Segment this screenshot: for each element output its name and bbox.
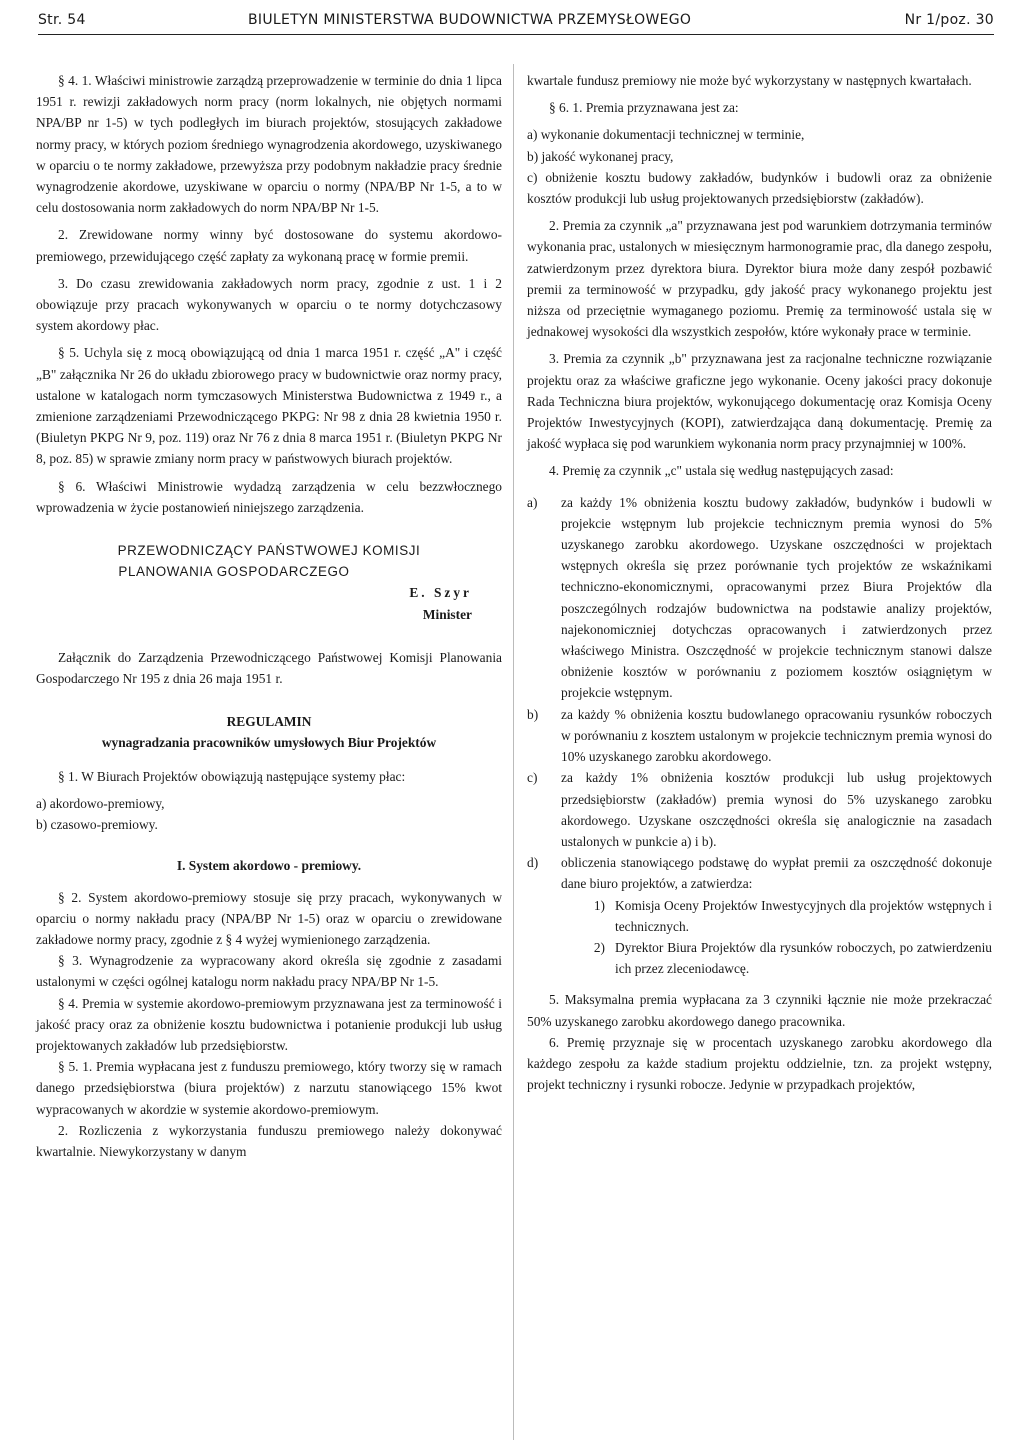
bulletin-title: BIULETYN MINISTERSTWA BUDOWNICTWA PRZEMYSŁOWEGO: [248, 12, 692, 28]
list-item: d) obliczenia stanowiącego podstawę do wypłat premii za oszczędność dokonuje dane biuro projektów, a zatwierdza:: [527, 855, 992, 892]
signatory-role: Minister: [422, 606, 472, 622]
list-item: b) za każdy % obniżenia kosztu budowlanego opracowaniu rysunków roboczych w porównaniu z kosztem ustalonym w projekcie technicznym premia wynosi do 10% uzyskanego zarobku akordowego.: [527, 706, 992, 765]
signatory-name: E. Szyr: [409, 585, 472, 601]
paragraph: § 5. 1. Premia wypłacana jest z funduszu premiowego, który tworzy się w ramach danego przedsiębiorstwa (biura projektów) z narzutu stanowiącego 15% kwot wypracowanych w akordzie w systemie akordowo-premiowym.: [36, 1059, 502, 1117]
signature-line: PLANOWANIA GOSPODARCZEGO: [118, 564, 350, 580]
paragraph: 6. Premię przyznaje się w procentach uzyskanego zarobku akordowego dla każdego zespołu za każde stadium projektu oddzielnie, tzn. za projekt wstępny, projekt techniczny i rysunki robocze. Jedynie w przypadkach projektów,: [527, 1034, 992, 1093]
paragraph: 2. Premia za czynnik „a" przyznawana jest pod warunkiem dotrzymania terminów wykonania prac, ustalonych w miesięcznym harmonogramie prac, dla danego zespołu, zatwierdzonym przez dyrektora biura. Dyrektor biura może dany zespół pozbawić premii za terminowość w przypadku, gdy jakość pracy wykonanego projektu jest niższa od przeciętnie wymaganego poziomu. Premię za terminowość ustala się w jednakowej wysokości dla wszystkich zespołów, które wykonały prace w terminie.: [527, 218, 992, 340]
paragraph: § 2. System akordowo-premiowy stosuje się przy pracach, wykonywanych w oparciu o normy nakładu pracy (NPA/BP Nr 1-5) oraz w oparciu o zrewidowane zakładowe normy pracy, zgodnie z § 4 wyżej wymienionego zarządzenia.: [36, 889, 502, 947]
paragraph: § 5. Uchyla się z mocą obowiązującą od dnia 1 marca 1951 r. część „A" i część „B" załącznika Nr 26 do układu zbiorowego pracy w budownictwie oraz normy pracy, ustalone w katalogach norm tymczasowych Ministerstwa Budownictwa z 1949 r., a zmienione zarządzeniami Przewodniczącego PKPG: Nr 98 z dnia 28 kwietnia 1950 r. (Biuletyn PKPG Nr 9, poz. 119) oraz Nr 76 z dnia 8 marca 1951 r. (Biuletyn PKPG Nr 8, poz. 85) w sprawie zmiany norm pracy w państwowych biurach projektów.: [36, 345, 502, 467]
regulation-subtitle: wynagradzania pracowników umysłowych Biur Projektów: [101, 735, 437, 751]
list-item: c) za każdy 1% obniżenia kosztów produkcji lub usług projektowych przedsiębiorstw (zakładów) premia wynosi do 5% uzyskanego zarobku akordowego. Uzyskane oszczędności określa się analogicznie na zasadach ustalonych w punkcie a) i b).: [527, 770, 992, 849]
annex-note: Załącznik do Zarządzenia Przewodniczącego Państwowej Komisji Planowania Gospodarczego Nr 195 z dnia 26 maja 1951 r.: [36, 649, 502, 687]
paragraph: § 6. 1. Premia przyznawana jest za:: [549, 100, 739, 116]
page-number: Str. 54: [38, 12, 86, 28]
paragraph: 2. Rozliczenia z wykorzystania funduszu premiowego należy dokonywać kwartalnie. Niewykorzystany w danym: [36, 1122, 502, 1159]
sub-list-item: 2) Dyrektor Biura Projektów dla rysunków roboczych, po zatwierdzeniu ich przez zleceniodawcę.: [593, 939, 992, 977]
signature-line: PRZEWODNICZĄCY PAŃSTWOWEJ KOMISJI: [117, 543, 421, 559]
paragraph: 3. Do czasu zrewidowania zakładowych norm pracy, zgodnie z ust. 1 i 2 obowiązuje przy pracach wykonywanych w oparciu o te normy dotychczasowy system akordowy płac.: [36, 275, 502, 334]
list-item: b) czasowo-premiowy.: [36, 817, 158, 833]
paragraph: § 1. W Biurach Projektów obowiązują następujące systemy płac:: [58, 768, 406, 784]
regulation-title: REGULAMIN: [226, 714, 312, 730]
paragraph: 4. Premię za czynnik „c" ustala się według następujących zasad:: [549, 463, 894, 479]
list-item: a) akordowo-premiowy,: [36, 795, 165, 811]
right-column: [527, 70, 992, 1095]
paragraph: § 3. Wynagrodzenie za wypracowany akord określa się zgodnie z zasadami ustalonymi w części ogólnej katalogu norm nakładu pracy NPA/BP Nr 1-5.: [36, 953, 502, 990]
issue-number: Nr 1/poz. 30: [904, 12, 994, 28]
paragraph: § 6. Właściwi Ministrowie wydadzą zarządzenia w celu bezzwłocznego wprowadzenia w życie postanowień niniejszego zarządzenia.: [36, 478, 502, 515]
sub-list-item: 1) Komisja Oceny Projektów Inwestycyjnych dla projektów wstępnych i technicznych.: [593, 897, 992, 934]
section-heading: I. System akordowo - premiowy.: [176, 858, 362, 874]
left-column: [36, 70, 502, 1162]
page-header: [38, 10, 994, 34]
list-item: a) wykonanie dokumentacji technicznej w terminie,: [527, 127, 805, 143]
paragraph: 2. Zrewidowane normy winny być dostosowane do systemu akordowo-premiowego, przewidującego część zapłaty za wykonaną pracę w formie premii.: [36, 227, 502, 264]
header-rule: [38, 34, 994, 35]
list-item: b) jakość wykonanej pracy,: [527, 148, 674, 164]
paragraph: 5. Maksymalna premia wypłacana za 3 czynniki łącznie nie może przekraczać 50% uzyskanego zarobku akordowego danego pracownika.: [527, 992, 992, 1029]
list-item: a) za każdy 1% obniżenia kosztu budowy zakładów, budynków i budowli w projekcie wstępnym lub projekcie technicznym premia wynosi do 5% uzyskanego zarobku akordowego. Uzyskane oszczędności w projektach wstępnych określa się przez porównanie tych projektów ze wskaźnikami techniczno-ekonomicznymi, opracowanymi przez Biura Projektów dla poszczególnych rodzajów budownictwa na podstawie analizy projektów, najekonomiczniej dotychczas opracowanych i zatwierdzonych przez właściwego Ministra. Oszczędność w projekcie technicznym stanowi dalsze obniżenie kosztów w porównaniu z poziomem kosztów osiągniętym w projekcie wstępnym.: [527, 494, 992, 701]
paragraph: 3. Premia za czynnik „b" przyznawana jest za racjonalne techniczne rozwiązanie projektu oraz za właściwe graficzne jego wykonanie. Oceny jakości pracy dokonuje Rada Techniczna biura projektów, wykonującego dokumentację oraz Komisja Oceny Projektów Inwestycyjnych (KOPI), zatwierdzająca daną dokumentację. Premię za jakość wypłaca się pod warunkiem wykonania norm pracy przynajmniej w 100%.: [527, 351, 992, 452]
paragraph: § 4. 1. Właściwi ministrowie zarządzą przeprowadzenie w terminie do dnia 1 lipca 1951 r. rewizji zakładowych norm pracy (norm lokalnych, nie objętych normami NPA/BP nr 1-5) w tych podległych im biurach projektów, stosujących zakładowe normy pracy, w których poziom średniego wynagrodzenia akordowego, uzyskiwanego w oparciu o te normy zakładowe, przewyższa przy podobnym nakładzie pracy średnie wynagrodzenie akordowe, uzyskiwane w oparciu o normy (NPA/BP Nr 1-5, a to w celu dostosowania norm zakładowych do norm NPA/BP Nr 1-5.: [36, 73, 502, 216]
paragraph: § 4. Premia w systemie akordowo-premiowym przyznawana jest za terminowość i jakość pracy oraz za obniżenie kosztu budownictwa i potanienie produkcji lub usług projektowanych zakładów lub przedsiębiorstw.: [36, 995, 502, 1053]
paragraph: kwartale fundusz premiowy nie może być wykorzystany w następnych kwartałach.: [527, 73, 972, 88]
list-item: c) obniżenie kosztu budowy zakładów, budynków i budowli oraz za obniżenie kosztów produkcji lub usług projektowanych przedsiębiorstw (zakładów).: [527, 169, 992, 207]
column-divider: [513, 64, 514, 1440]
